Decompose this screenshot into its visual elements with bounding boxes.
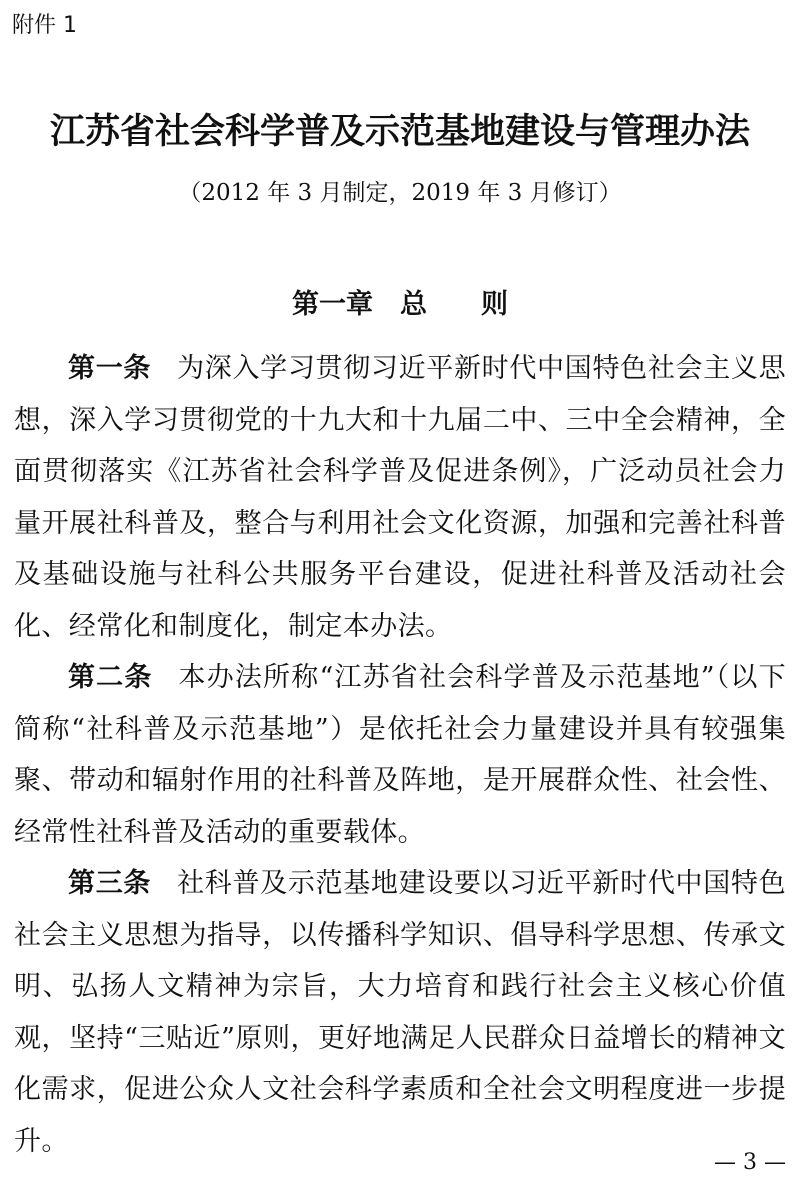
article-1 bbox=[14, 343, 786, 652]
page-number: — 3 — bbox=[714, 1150, 786, 1175]
document-subtitle: （2012 年 3 月制定，2019 年 3 月修订） bbox=[178, 180, 622, 206]
document-body bbox=[14, 343, 786, 1167]
article-number: 第二条 bbox=[68, 662, 153, 693]
chapter-heading: 第一章 总 则 bbox=[292, 289, 508, 320]
article-number: 第一条 bbox=[68, 353, 152, 384]
document-title: 江苏省社会科学普及示范基地建设与管理办法 bbox=[49, 112, 750, 152]
attachment-label: 附件 1 bbox=[12, 13, 77, 38]
article-text: 本办法所称“江苏省社会科学普及示范基地”（以下简称“社科普及示范基地”）是依托社会力量建设并具有较强集聚、带动和辐射作用的社科普及阵地，是开展群众性、社会性、经常性社科普及活动的重要载体。 bbox=[14, 662, 786, 848]
article-2 bbox=[14, 652, 786, 858]
article-3 bbox=[14, 858, 786, 1167]
article-text: 为深入学习贯彻习近平新时代中国特色社会主义思想，深入学习贯彻党的十九大和十九届二中、三中全会精神，全面贯彻落实《江苏省社会科学普及促进条例》，广泛动员社会力量开展社科普及，整合与利用社会文化资源，加强和完善社科普及基础设施与社科公共服务平台建设，促进社科普及活动社会化、经常化和制度化，制定本办法。 bbox=[14, 353, 786, 642]
article-text: 社科普及示范基地建设要以习近平新时代中国特色社会主义思想为指导，以传播科学知识、倡导科学思想、传承文明、弘扬人文精神为宗旨，大力培育和践行社会主义核心价值观，坚持“三贴近”原则，更好地满足人民群众日益增长的精神文化需求，促进公众人文社会科学素质和全社会文明程度进一步提升。 bbox=[14, 868, 786, 1157]
article-number: 第三条 bbox=[68, 868, 152, 899]
